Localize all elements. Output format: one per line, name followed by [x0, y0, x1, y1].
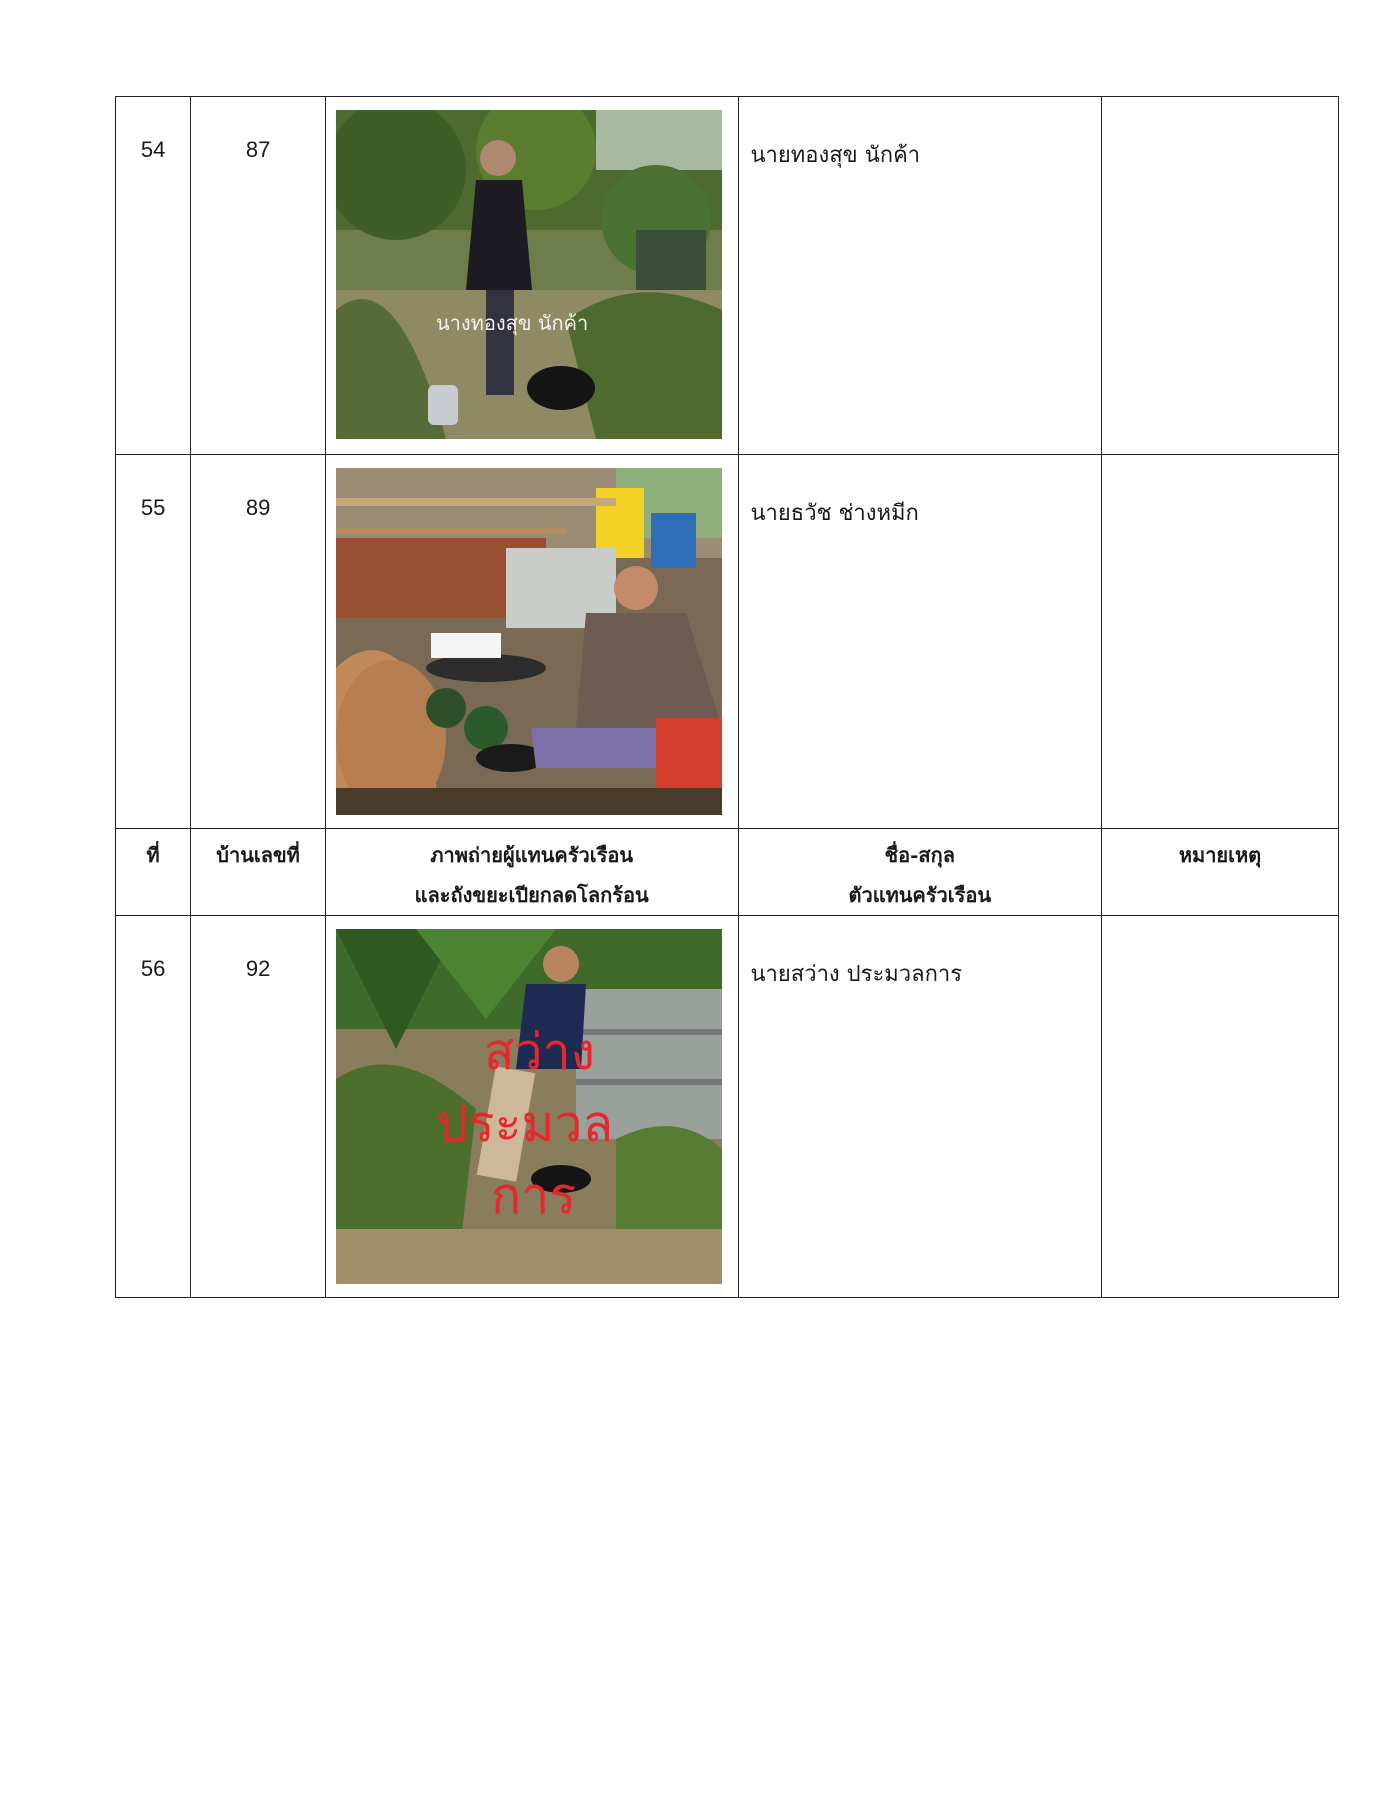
- header-note: หมายเหตุ: [1102, 829, 1339, 916]
- row-number: 55: [116, 455, 191, 829]
- photo-caption: นางทองสุข นักค้า: [435, 311, 589, 335]
- representative-name: นายสว่าง ประมวลการ: [738, 916, 1101, 1298]
- photo-cell: [325, 97, 738, 455]
- representative-name: นายธวัช ช่างหมีก: [738, 455, 1101, 829]
- note-cell: [1102, 455, 1339, 829]
- photo-cell: [325, 916, 738, 1298]
- household-table: [115, 96, 1339, 1298]
- note-cell: [1102, 916, 1339, 1298]
- header-no: ที่: [116, 829, 191, 916]
- photo-caption-line1: สว่าง: [483, 1023, 595, 1081]
- header-name-line1: ชื่อ-สกุล: [884, 843, 955, 867]
- row-number: 54: [116, 97, 191, 455]
- table-row: [116, 455, 1339, 829]
- header-name-line2: ตัวแทนครัวเรือน: [848, 883, 992, 907]
- row-number: 56: [116, 916, 191, 1298]
- header-photo-line2: และถังขยะเปียกลดโลกร้อน: [414, 883, 649, 907]
- house-number: 92: [191, 916, 326, 1298]
- header-house-number: บ้านเลขที่: [191, 829, 326, 916]
- header-photo-line1: ภาพถ่ายผู้แทนครัวเรือน: [430, 843, 634, 867]
- note-cell: [1102, 97, 1339, 455]
- photo-cell: [325, 455, 738, 829]
- house-number: 89: [191, 455, 326, 829]
- household-photo: [336, 929, 722, 1284]
- header-name: [738, 829, 1101, 916]
- table-row: [116, 916, 1339, 1298]
- household-photo: [336, 468, 722, 815]
- house-number: 87: [191, 97, 326, 455]
- representative-name: นายทองสุข นักค้า: [738, 97, 1101, 455]
- table-row: [116, 97, 1339, 455]
- header-photo: [325, 829, 738, 916]
- photo-caption-line3: การ: [490, 1167, 577, 1225]
- table-header-row: [116, 829, 1339, 916]
- household-photo: [336, 110, 722, 439]
- photo-caption-line2: ประมวล: [435, 1095, 613, 1153]
